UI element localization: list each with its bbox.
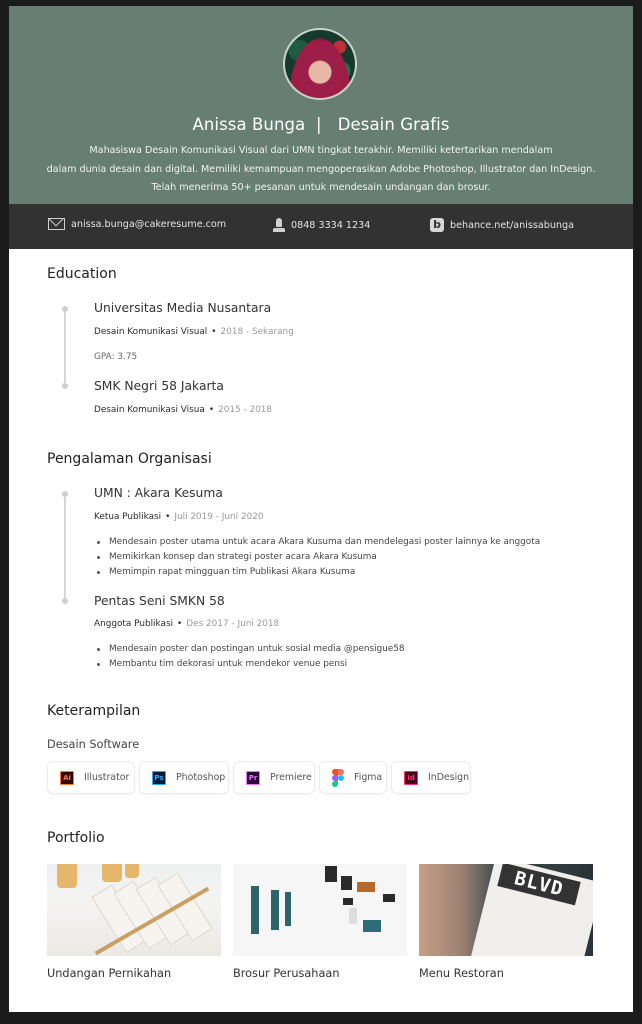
education-school: SMK Negri 58 Jakarta bbox=[94, 379, 224, 393]
phone-text[interactable]: 0848 3334 1234 bbox=[291, 219, 371, 231]
email-text[interactable]: anissa.bunga@cakeresume.com bbox=[71, 218, 227, 230]
skill-indesign bbox=[391, 761, 471, 794]
experience-heading: Pengalaman Organisasi bbox=[47, 451, 212, 467]
profile-header bbox=[9, 6, 633, 204]
person-icon bbox=[273, 218, 285, 232]
education-major: Desain Komunikasi Visua bbox=[94, 405, 205, 415]
skills-list bbox=[47, 761, 471, 794]
wedding-invitation-image[interactable] bbox=[47, 864, 221, 956]
restaurant-menu-image[interactable] bbox=[419, 864, 593, 956]
profile-bio bbox=[39, 142, 603, 198]
education-gpa: GPA: 3.75 bbox=[94, 352, 138, 362]
education-details: Desain Komunikasi Visual • 2018 - Sekarang bbox=[94, 327, 294, 337]
mail-icon bbox=[48, 218, 65, 230]
bio-line: Mahasiswa Desain Komunikasi Visual dari UMN tingkat terakhir. Memiliki ketertarikan mendalam bbox=[89, 145, 553, 156]
bullet-item: Mendesain poster dan postingan untuk sosial media @pensigue58 bbox=[95, 642, 405, 657]
experience-org: Pentas Seni SMKN 58 bbox=[94, 594, 225, 608]
skill-label: Photoshop bbox=[176, 772, 226, 783]
portfolio-label[interactable]: Undangan Pernikahan bbox=[47, 967, 172, 980]
bullet-item: Mendesain poster utama untuk acara Akara Kusuma dan mendelegasi poster lainnya ke anggota bbox=[95, 535, 540, 550]
behance-link[interactable]: behance.net/anissabunga bbox=[450, 219, 574, 231]
company-brochure-image[interactable] bbox=[233, 864, 407, 956]
education-heading: Education bbox=[47, 266, 117, 282]
skills-subheading: Desain Software bbox=[47, 738, 140, 751]
portfolio-item[interactable] bbox=[47, 864, 221, 980]
timeline-dot bbox=[62, 306, 68, 312]
photoshop-icon: Ps bbox=[152, 771, 166, 785]
experience-bullets bbox=[95, 642, 405, 672]
timeline-line bbox=[64, 306, 66, 386]
education-details: Desain Komunikasi Visua • 2015 - 2018 bbox=[94, 405, 273, 415]
skill-label: Premiere bbox=[270, 772, 312, 783]
portfolio-label[interactable]: Brosur Perusahaan bbox=[233, 967, 340, 980]
bio-line: Telah menerima 50+ pesanan untuk mendesain undangan dan brosur. bbox=[151, 182, 491, 193]
portfolio-item[interactable] bbox=[233, 864, 407, 980]
education-dates: 2018 - Sekarang bbox=[220, 327, 294, 337]
premiere-icon: Pr bbox=[246, 771, 260, 785]
bio-line: dalam dunia desain dan digital. Memiliki kemampuan mengoperasikan Adobe Photoshop, Illustrator dan InDesign. bbox=[46, 163, 596, 175]
portfolio-item[interactable] bbox=[419, 864, 593, 980]
avatar bbox=[283, 28, 357, 100]
skill-illustrator bbox=[47, 761, 135, 794]
timeline-line bbox=[64, 493, 66, 603]
education-school: Universitas Media Nusantara bbox=[94, 301, 272, 315]
menu-logo-text: BLVD bbox=[497, 864, 580, 905]
timeline-dot bbox=[62, 598, 68, 604]
experience-details: Anggota Publikasi • Des 2017 - Juni 2018 bbox=[94, 619, 280, 629]
timeline-dot bbox=[62, 383, 68, 389]
skill-premiere bbox=[233, 761, 315, 794]
portfolio-label[interactable]: Menu Restoran bbox=[419, 967, 504, 980]
experience-details: Ketua Publikasi • Juli 2019 - Juni 2020 bbox=[94, 512, 264, 522]
skill-label: Figma bbox=[354, 772, 383, 783]
experience-org: UMN : Akara Kesuma bbox=[94, 486, 223, 500]
education-dates: 2015 - 2018 bbox=[218, 405, 273, 415]
resume-page bbox=[9, 6, 633, 1012]
skill-label: Illustrator bbox=[84, 772, 130, 783]
bullet-item: Memimpin rapat mingguan tim Publikasi Akara Kusuma bbox=[95, 565, 540, 580]
profile-title: Anissa Bunga | Desain Grafis bbox=[192, 115, 450, 134]
experience-dates: Des 2017 - Juni 2018 bbox=[186, 619, 280, 629]
illustrator-icon: Ai bbox=[60, 771, 74, 785]
skill-figma bbox=[319, 761, 387, 794]
experience-role: Anggota Publikasi bbox=[94, 619, 174, 629]
skill-label: InDesign bbox=[428, 772, 470, 783]
skill-photoshop bbox=[139, 761, 229, 794]
indesign-icon: Id bbox=[404, 771, 418, 785]
bullet-item: Memikirkan konsep dan strategi poster acara Akara Kusuma bbox=[95, 550, 540, 565]
skills-heading: Keterampilan bbox=[47, 703, 141, 719]
timeline-dot bbox=[62, 491, 68, 497]
figma-icon bbox=[332, 769, 344, 787]
contact-bar bbox=[9, 204, 633, 249]
experience-bullets bbox=[95, 535, 540, 579]
education-major: Desain Komunikasi Visual bbox=[94, 327, 208, 337]
contact-phone[interactable] bbox=[273, 218, 370, 232]
behance-icon: b bbox=[430, 218, 444, 232]
contact-email[interactable] bbox=[48, 218, 226, 230]
portfolio-heading: Portfolio bbox=[47, 830, 105, 846]
experience-dates: Juli 2019 - Juni 2020 bbox=[174, 512, 264, 522]
bullet-item: Membantu tim dekorasi untuk mendekor venue pensi bbox=[95, 657, 405, 672]
contact-behance[interactable] bbox=[430, 218, 574, 232]
experience-role: Ketua Publikasi bbox=[94, 512, 162, 522]
